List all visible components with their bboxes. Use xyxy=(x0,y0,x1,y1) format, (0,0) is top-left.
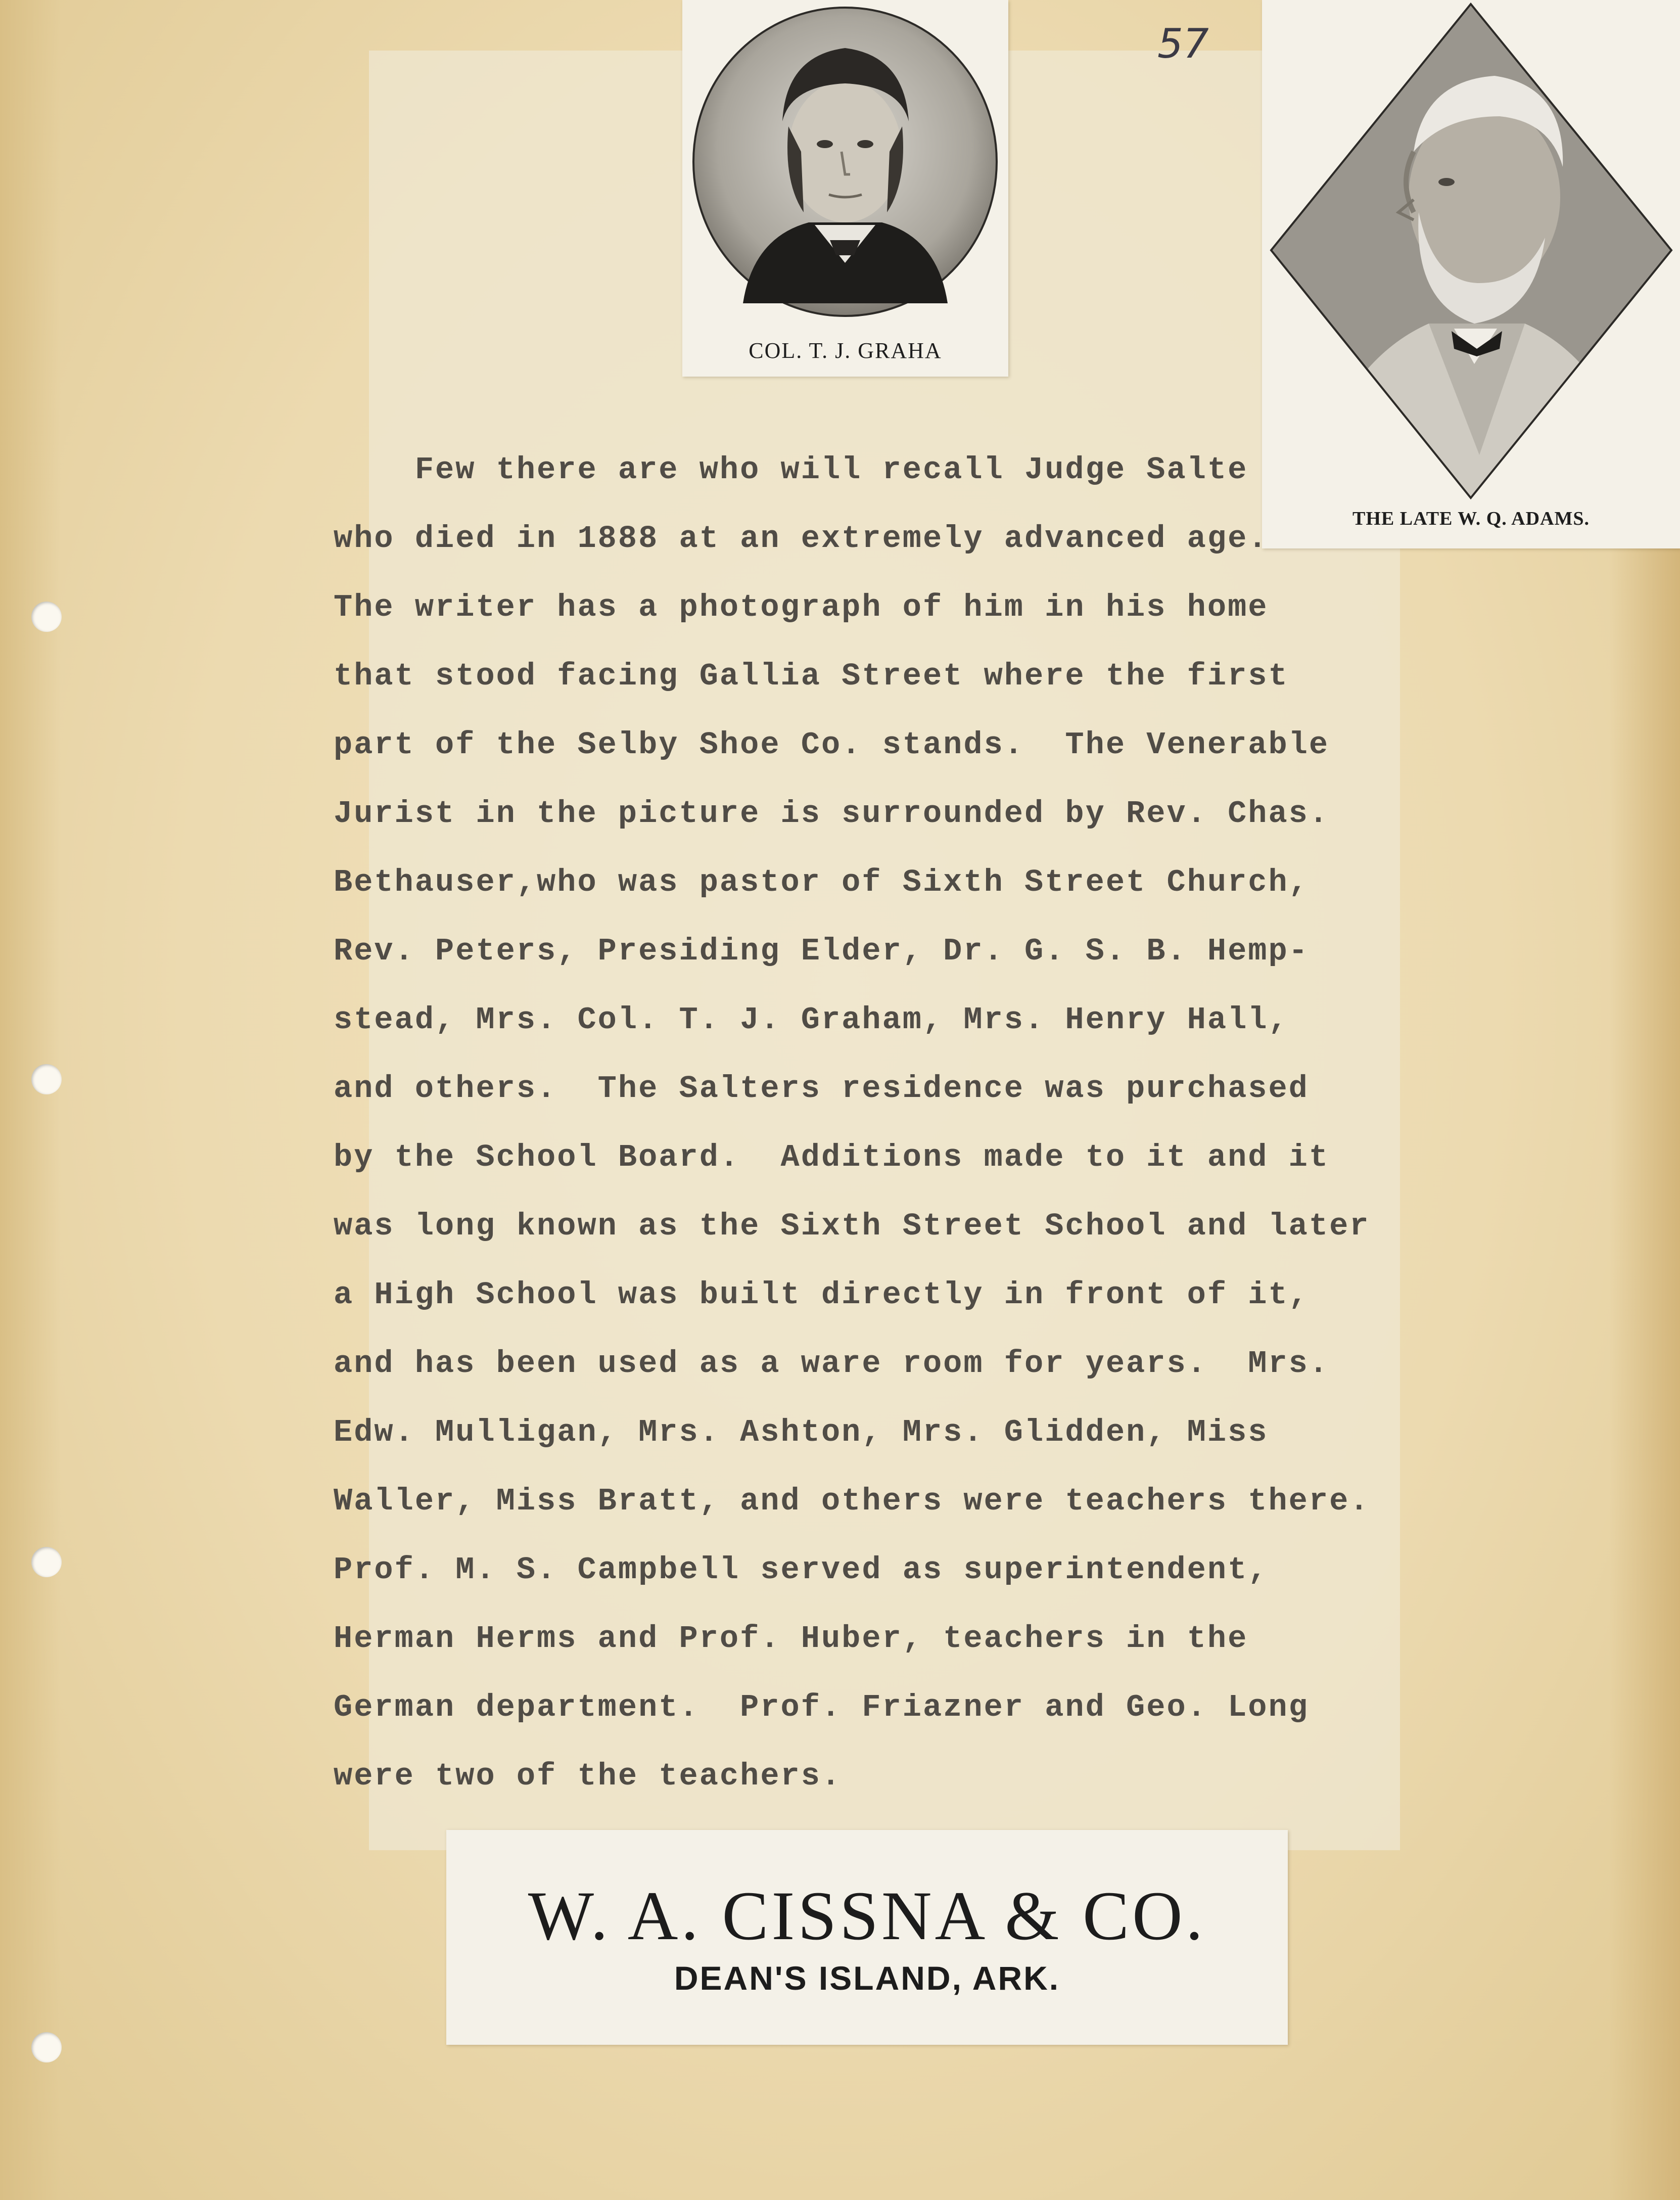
text-line: a High School was built directly in front of it, xyxy=(334,1277,1309,1313)
text-line: by the School Board. Additions made to it and it xyxy=(334,1139,1330,1175)
binder-hole xyxy=(31,2032,62,2062)
text-line: stead, Mrs. Col. T. J. Graham, Mrs. Henry Hall, xyxy=(334,1002,1289,1038)
portrait-diamond-icon xyxy=(1262,0,1680,506)
text-line: German department. Prof. Friazner and Geo. Long xyxy=(334,1689,1309,1725)
cissna-clipping xyxy=(446,1830,1288,2045)
typed-body-text xyxy=(334,436,1420,1811)
graham-caption: COL. T. J. GRAHA xyxy=(749,338,942,363)
text-line: and has been used as a ware room for years. Mrs. xyxy=(334,1346,1330,1382)
graham-clipping xyxy=(682,0,1008,377)
text-line: were two of the teachers. xyxy=(334,1758,842,1794)
text-line: part of the Selby Shoe Co. stands. The Venerable xyxy=(334,727,1330,763)
adams-caption: THE LATE W. Q. ADAMS. xyxy=(1352,508,1590,529)
portrait-oval-icon xyxy=(682,0,1008,324)
text-line: Edw. Mulligan, Mrs. Ashton, Mrs. Glidden, Miss xyxy=(334,1414,1269,1450)
left-edge-stain xyxy=(0,0,61,2200)
text-line: Jurist in the picture is surrounded by Rev. Chas. xyxy=(334,796,1330,832)
cissna-location: DEAN'S ISLAND, ARK. xyxy=(674,1959,1060,1997)
text-line: Waller, Miss Bratt, and others were teachers there. xyxy=(334,1483,1370,1519)
text-line: Few there are who will recall Judge Salte xyxy=(334,452,1248,488)
text-line: was long known as the Sixth Street School and later xyxy=(334,1208,1370,1244)
page-number: 57 xyxy=(1157,20,1209,67)
text-line: The writer has a photograph of him in his home xyxy=(334,589,1269,625)
binder-hole xyxy=(31,1547,62,1577)
text-line: Prof. M. S. Campbell served as superintendent, xyxy=(334,1552,1269,1588)
text-line: Herman Herms and Prof. Huber, teachers in the xyxy=(334,1621,1248,1657)
text-line: and others. The Salters residence was purchased xyxy=(334,1071,1309,1107)
binder-hole xyxy=(31,602,62,632)
text-line: Bethauser,who was pastor of Sixth Street Church, xyxy=(334,864,1309,900)
text-line: that stood facing Gallia Street where the first xyxy=(334,658,1289,694)
text-line: Rev. Peters, Presiding Elder, Dr. G. S. B. Hemp- xyxy=(334,933,1309,969)
cissna-company-name: W. A. CISSNA & CO. xyxy=(528,1877,1206,1954)
binder-hole xyxy=(31,1064,62,1094)
text-line: who died in 1888 at an extremely advanced age. xyxy=(334,521,1269,557)
